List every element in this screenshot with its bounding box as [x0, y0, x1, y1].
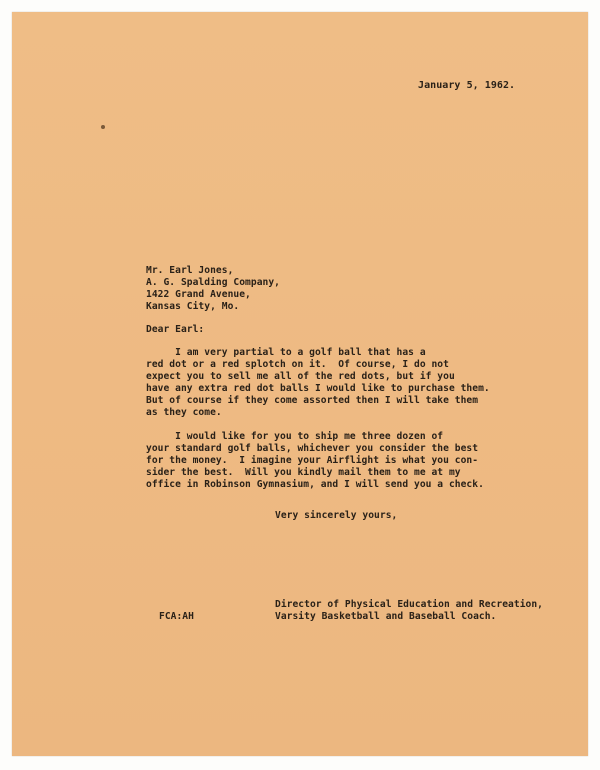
reference-initials: FCA:AH	[159, 611, 194, 622]
paragraph2-line: for the money. I imagine your Airflight is what you con-	[146, 455, 479, 466]
address-line: Kansas City, Mo.	[146, 301, 240, 312]
punch-mark	[101, 125, 105, 129]
letter-paper	[12, 12, 588, 756]
closing: Very sincerely yours,	[275, 510, 398, 521]
paragraph1-line: have any extra red dot balls I would like to purchase them.	[146, 383, 490, 394]
signature-title-line: Varsity Basketball and Baseball Coach.	[275, 611, 497, 622]
address-line: A. G. Spalding Company,	[146, 277, 280, 288]
paragraph2-line: office in Robinson Gymnasium, and I will send you a check.	[146, 479, 484, 490]
address-line: 1422 Grand Avenue,	[146, 289, 251, 300]
signature-title-line: Director of Physical Education and Recreation,	[275, 599, 543, 610]
paragraph1-line: I am very partial to a golf ball that has a	[146, 347, 426, 358]
paragraph1-line: expect you to sell me all of the red dots, but if you	[146, 371, 455, 382]
address-line: Mr. Earl Jones,	[146, 265, 234, 276]
salutation: Dear Earl:	[146, 324, 205, 335]
paragraph2-line: I would like for you to ship me three dozen of	[146, 431, 444, 442]
paragraph1-line: red dot or a red splotch on it. Of course, I do not	[146, 359, 449, 370]
letter-date: January 5, 1962.	[418, 80, 516, 91]
paragraph1-line: as they come.	[146, 407, 222, 418]
paragraph1-line: But of course if they come assorted then I will take them	[146, 395, 479, 406]
paragraph2-line: sider the best. Will you kindly mail them to me at my	[146, 467, 461, 478]
paragraph2-line: your standard golf balls, whichever you consider the best	[146, 443, 479, 454]
